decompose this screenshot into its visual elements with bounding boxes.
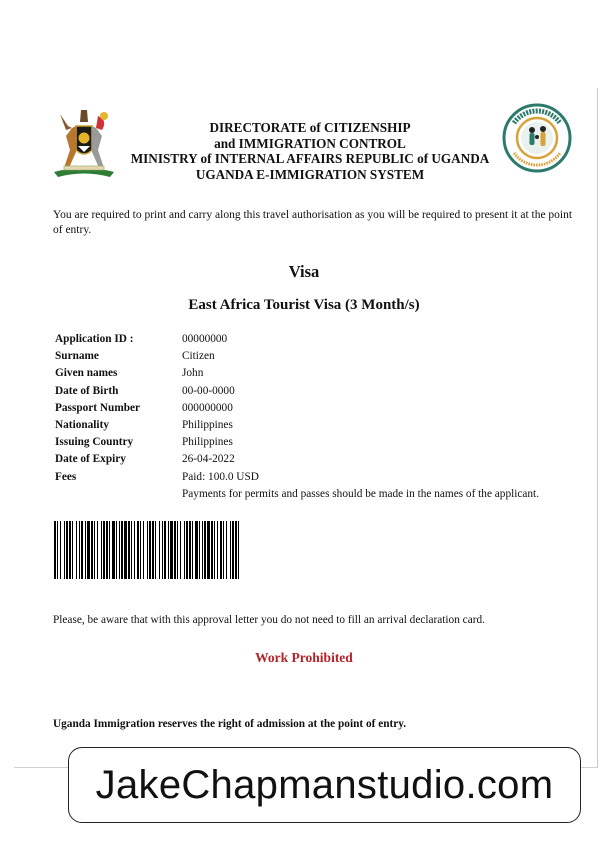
detail-row: [55, 383, 585, 400]
coat-of-arms-icon: [50, 106, 118, 178]
detail-label: Given names: [55, 367, 118, 380]
detail-row: [55, 365, 585, 382]
barcode-bar: [170, 521, 173, 579]
barcode-bar: [217, 521, 218, 579]
barcode-bar: [184, 521, 185, 579]
barcode-bar: [137, 521, 139, 579]
detail-row: [55, 451, 585, 468]
detail-row: [55, 469, 585, 486]
detail-label: Fees: [55, 470, 77, 483]
barcode-bar: [109, 521, 110, 579]
detail-row: [55, 331, 585, 348]
barcode-bar: [87, 521, 90, 579]
barcode-bar: [162, 521, 163, 579]
barcode-bar: [79, 521, 80, 579]
detail-row: [55, 434, 585, 451]
barcode-bar: [134, 521, 135, 579]
detail-value: 00000000: [182, 333, 228, 345]
page-edge: [597, 88, 598, 768]
barcode-bar: [131, 521, 132, 579]
payment-note: Payments for permits and passes should be made in the names of the applicant.: [182, 487, 540, 500]
barcode-bar: [232, 521, 234, 579]
barcode-bar: [69, 521, 71, 579]
barcode-bar: [180, 521, 181, 579]
barcode-bar: [106, 521, 108, 579]
barcode-bar: [72, 521, 73, 579]
barcode-bar: [91, 521, 93, 579]
barcode-bar: [119, 521, 120, 579]
barcode-bar: [140, 521, 141, 579]
barcode-bar: [103, 521, 105, 579]
letterhead: [110, 120, 510, 182]
barcode-bar: [143, 521, 144, 579]
barcode-bar: [164, 521, 166, 579]
detail-value: 000000000: [182, 401, 233, 414]
letterhead-line-3: MINISTRY of INTERNAL AFFAIRS REPUBLIC of UGANDA: [130, 151, 490, 167]
barcode-bar: [192, 521, 193, 579]
watermark-text: JakeChapmanstudio.com: [95, 762, 554, 807]
barcode-bar: [149, 521, 151, 579]
barcode-bar: [202, 521, 203, 579]
arrival-card-notice: Please, be aware that with this approval letter you do not need to fill an arrival declaration card.: [53, 614, 485, 626]
barcode-bar: [76, 521, 77, 579]
letterhead-line-1: DIRECTORATE of CITIZENSHIP: [209, 120, 411, 135]
barcode-bar: [207, 521, 210, 579]
detail-label: Date of Birth: [55, 384, 119, 397]
barcode-bar: [235, 521, 237, 579]
barcode-bar: [199, 521, 200, 579]
barcode-bar: [223, 521, 224, 579]
admission-reserve-note: Uganda Immigration reserves the right of admission at the point of entry.: [53, 718, 407, 730]
barcode-bar: [57, 521, 58, 579]
barcode-bar: [174, 521, 176, 579]
barcode-bar: [195, 521, 198, 579]
barcode-bar: [81, 521, 83, 579]
barcode-bar: [211, 521, 213, 579]
detail-label: Date of Expiry: [55, 453, 126, 466]
barcode-bar: [147, 521, 148, 579]
detail-label: Nationality: [55, 418, 109, 431]
barcode-bar: [124, 521, 127, 579]
detail-row: [55, 400, 585, 417]
barcode: [54, 521, 240, 579]
barcode-bar: [214, 521, 215, 579]
barcode-bar: [168, 521, 169, 579]
barcode-bar: [60, 521, 61, 579]
barcode-bar: [226, 521, 227, 579]
letterhead-line-4: UGANDA E-IMMIGRATION SYSTEM: [195, 166, 425, 182]
barcode-bar: [220, 521, 222, 579]
barcode-bar: [152, 521, 154, 579]
letterhead-line-2: and IMMIGRATION CONTROL: [214, 135, 406, 151]
applicant-details: [55, 331, 585, 501]
detail-value: John: [182, 367, 204, 380]
barcode-bar: [155, 521, 156, 579]
detail-label: Application ID :: [55, 333, 134, 345]
immigration-seal-icon: [502, 103, 572, 173]
barcode-bar: [54, 521, 56, 579]
barcode-bar: [189, 521, 191, 579]
barcode-bar: [85, 521, 86, 579]
barcode-bar: [97, 521, 98, 579]
detail-value: Philippines: [182, 418, 233, 431]
barcode-bar: [177, 521, 178, 579]
detail-row: [55, 348, 585, 365]
work-status: Work Prohibited: [255, 650, 353, 665]
barcode-bar: [66, 521, 68, 579]
intro-text: You are required to print and carry along this travel authorisation as you will be required to present it at the point of entry.: [53, 209, 573, 236]
detail-value: Philippines: [182, 436, 233, 449]
detail-value: Citizen: [182, 350, 215, 363]
detail-value: Paid: 100.0 USD: [182, 470, 259, 483]
document-title: Visa: [288, 262, 320, 281]
barcode-bar: [116, 521, 117, 579]
watermark-banner: [68, 747, 581, 823]
barcode-bar: [121, 521, 123, 579]
visa-type: East Africa Tourist Visa (3 Month/s): [188, 297, 420, 313]
detail-label: Surname: [55, 350, 99, 363]
barcode-bar: [94, 521, 95, 579]
barcode-bar: [128, 521, 130, 579]
barcode-bar: [230, 521, 231, 579]
barcode-bar: [238, 521, 239, 579]
barcode-bar: [112, 521, 115, 579]
detail-label: Passport Number: [55, 401, 141, 414]
detail-value: 00-00-0000: [182, 384, 235, 397]
barcode-bar: [101, 521, 102, 579]
barcode-bar: [159, 521, 160, 579]
detail-row: [55, 417, 585, 434]
detail-value: 26-04-2022: [182, 453, 235, 466]
barcode-bar: [204, 521, 206, 579]
barcode-bar: [64, 521, 65, 579]
detail-label: Issuing Country: [55, 436, 134, 449]
barcode-bar: [186, 521, 188, 579]
